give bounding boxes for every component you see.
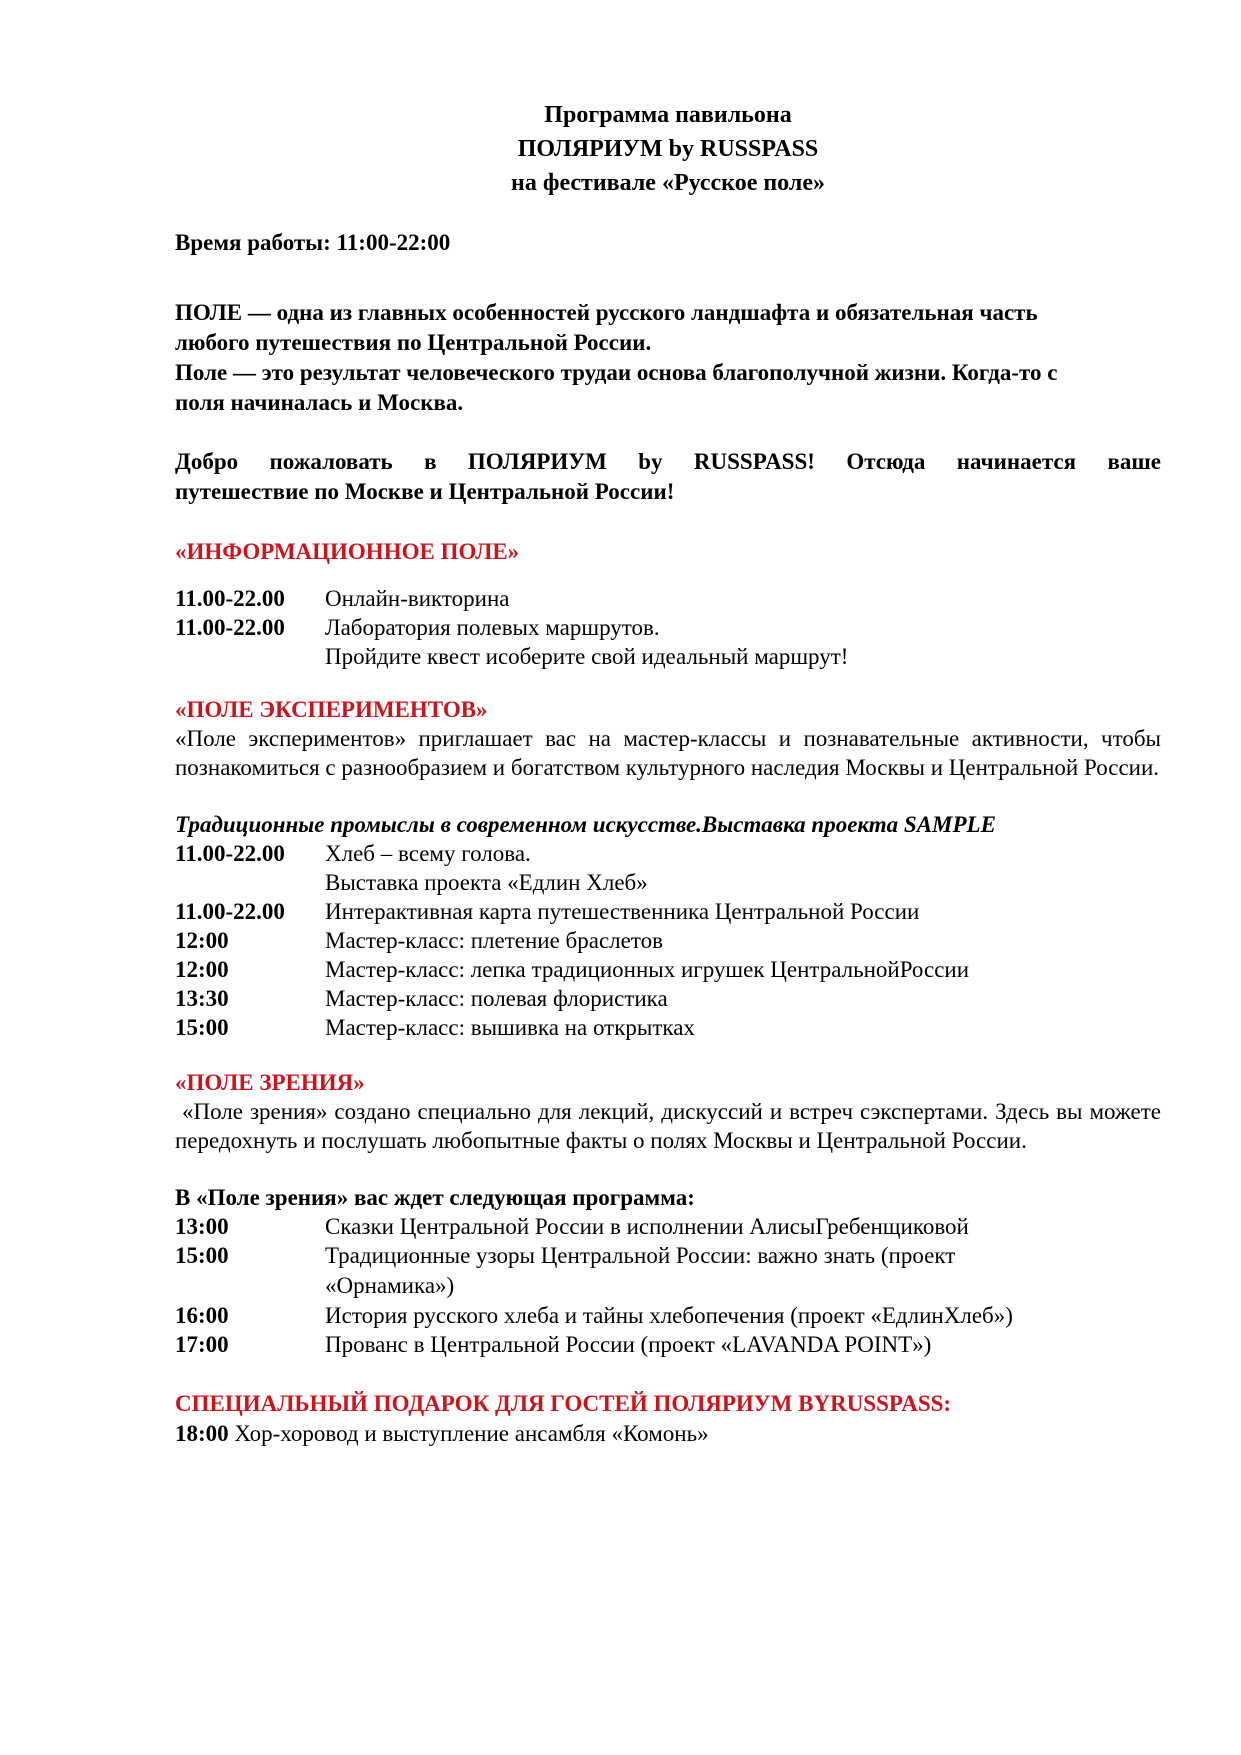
intro-line-1: ПОЛЕ — одна из главных особенностей русского ландшафта и обязательная часть xyxy=(175,299,1038,325)
intro-line-4: поля начиналась и Москва. xyxy=(175,389,464,415)
schedule-time: 15:00 xyxy=(175,1242,229,1268)
schedule-text: Интерактивная карта путешественника Центральной России xyxy=(325,898,920,924)
schedule-text: Прованс в Центральной России (проект «LAVANDA POINT») xyxy=(325,1331,932,1357)
schedule-text: Мастер-класс: полевая флористика xyxy=(325,985,668,1011)
schedule-row xyxy=(175,1330,1161,1359)
schedule-time: 11.00-22.00 xyxy=(175,898,285,924)
schedule-row xyxy=(175,926,1161,955)
experiments-subtitle: Традиционные промыслы в современном искусстве.Выставка проекта SAMPLE xyxy=(175,811,996,837)
schedule-row xyxy=(175,955,1161,984)
title-line-2: ПОЛЯРИУМ by RUSSPASS xyxy=(517,136,819,162)
schedule-text: Лаборатория полевых маршрутов. xyxy=(325,614,660,640)
section-title-experiments: «ПОЛЕ ЭКСПЕРИМЕНТОВ» xyxy=(175,696,488,722)
schedule-row xyxy=(175,1301,1161,1330)
schedule-row xyxy=(175,1212,1161,1241)
gift-line xyxy=(175,1419,1161,1448)
schedule-row xyxy=(175,984,1161,1013)
schedule-time: 12:00 xyxy=(175,956,229,982)
schedule-row xyxy=(175,584,1161,613)
schedule-time: 12:00 xyxy=(175,927,229,953)
schedule-text: Хлеб – всему голова. xyxy=(325,840,531,866)
schedule-row xyxy=(175,1241,1161,1301)
schedule-extra: Выставка проекта «Едлин Хлеб» xyxy=(325,869,648,895)
section-title-info-field: «ИНФОРМАЦИОННОЕ ПОЛЕ» xyxy=(175,538,520,564)
section-title-vision: «ПОЛЕ ЗРЕНИЯ» xyxy=(175,1069,365,1095)
welcome-line-2: путешествие по Москве и Центральной России! xyxy=(175,478,675,504)
section-title-gift: СПЕЦИАЛЬНЫЙ ПОДАРОК ДЛЯ ГОСТЕЙ ПОЛЯРИУМ BYRUSSPASS: xyxy=(175,1390,952,1416)
document-page xyxy=(175,98,1167,1448)
schedule-text: Мастер-класс: плетение браслетов xyxy=(325,927,663,953)
schedule-row xyxy=(175,839,1161,868)
schedule-time: 11.00-22.00 xyxy=(175,840,285,866)
schedule-time: 11.00-22.00 xyxy=(175,585,285,611)
intro-paragraph xyxy=(175,298,1161,418)
document-title xyxy=(175,98,1161,200)
schedule-row xyxy=(175,897,1161,926)
schedule-row xyxy=(175,613,1161,642)
gift-text: Хор-хоровод и выступление ансамбля «Комонь» xyxy=(234,1420,709,1446)
schedule-text: Традиционные узоры Центральной России: важно знать (проект «Орнамика») xyxy=(325,1242,956,1298)
schedule-text: Мастер-класс: лепка традиционных игрушек ЦентральнойРоссии xyxy=(325,956,970,982)
intro-line-3: Поле — это результат человеческого трудаи основа благополучной жизни. Когда-то с xyxy=(175,359,1058,385)
vision-description: «Поле зрения» создано специально для лекций, дискуссий и встреч сэкспертами. Здесь вы можете передохнуть и послушать любопытные факты о полях Москвы и Центральной России. xyxy=(175,1098,1167,1153)
schedule-row xyxy=(175,1013,1161,1042)
schedule-time: 16:00 xyxy=(175,1302,229,1328)
experiments-description: «Поле экспериментов» приглашает вас на мастер-классы и познавательные активности, чтобы познакомиться с разнообразием и богатством культурного наследия Москвы и Центральной России. xyxy=(175,725,1161,780)
schedule-time: 15:00 xyxy=(175,1014,229,1040)
schedule-time: 11.00-22.00 xyxy=(175,614,285,640)
title-line-1: Программа павильона xyxy=(544,102,792,128)
gift-time: 18:00 xyxy=(175,1420,229,1446)
intro-line-2: любого путешествия по Центральной России. xyxy=(175,329,652,355)
schedule-text: История русского хлеба и тайны хлебопечения (проект «ЕдлинХлеб») xyxy=(325,1302,1013,1328)
schedule-text: Мастер-класс: вышивка на открытках xyxy=(325,1014,695,1040)
welcome-line-1: Добро пожаловать в ПОЛЯРИУМ by RUSSPASS! Отсюда начинается ваше xyxy=(175,448,1161,474)
schedule-text: Сказки Центральной России в исполнении АлисыГребенщиковой xyxy=(325,1213,969,1239)
title-line-3: на фестивале «Русское поле» xyxy=(511,170,825,196)
working-hours: Время работы: 11:00-22:00 xyxy=(175,230,451,255)
schedule-time: 13:30 xyxy=(175,985,229,1011)
schedule-text: Онлайн-викторина xyxy=(325,585,510,611)
vision-subtitle: В «Поле зрения» вас ждет следующая программа: xyxy=(175,1184,695,1210)
schedule-time: 17:00 xyxy=(175,1331,229,1357)
schedule-extra: Пройдите квест исоберите свой идеальный маршрут! xyxy=(325,643,849,669)
schedule-time: 13:00 xyxy=(175,1213,229,1239)
welcome-paragraph xyxy=(175,447,1161,507)
